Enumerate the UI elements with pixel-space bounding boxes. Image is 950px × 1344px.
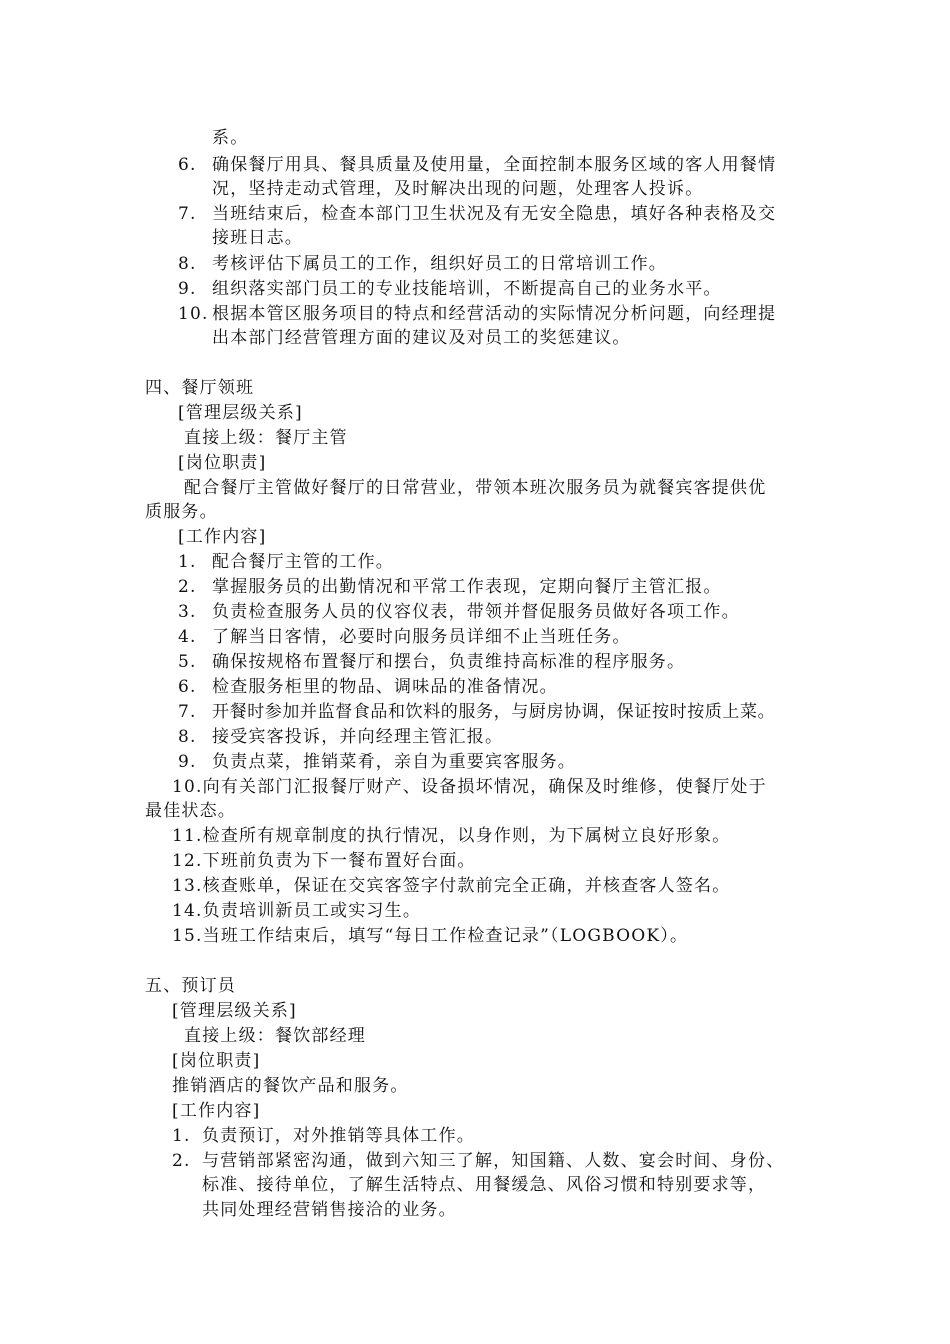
direct-superior: 直接上级：餐厅主管 <box>184 428 348 448</box>
list-item-number: 2. <box>172 1151 191 1171</box>
duty-text: 质服务。 <box>145 502 218 522</box>
list-item-number: 9. <box>178 752 197 772</box>
list-item-text: 与营销部紧密沟通，做到六知三了解，知国籍、人数、宴会时间、身份、 <box>202 1151 785 1171</box>
list-item-number: 5. <box>178 652 197 672</box>
list-item-number: 2. <box>178 577 197 597</box>
list-item-number: 6. <box>178 677 197 697</box>
subsection-header: [工作内容] <box>178 527 267 547</box>
list-item-text: 确保按规格布置餐厅和摆台，负责维持高标准的程序服务。 <box>212 652 686 672</box>
list-item-text: 况，坚持走动式管理，及时解决出现的问题，处理客人投诉。 <box>212 179 704 199</box>
subsection-header: [工作内容] <box>172 1101 261 1121</box>
list-item-number: 3. <box>178 602 197 622</box>
list-item-text: 最佳状态。 <box>145 801 236 821</box>
list-item-text: 接受宾客投诉，并向经理主管汇报。 <box>212 727 504 747</box>
list-item-text: 根据本管区服务项目的特点和经营活动的实际情况分析问题，向经理提 <box>212 304 777 324</box>
list-item-number: 4. <box>178 627 197 647</box>
list-item-text: 检查服务柜里的物品、调味品的准备情况。 <box>212 677 558 697</box>
list-item-text: 当班结束后，检查本部门卫生状况及有无安全隐患，填好各种表格及交 <box>212 204 777 224</box>
list-item-number: 1. <box>178 552 197 572</box>
list-item-text: 标准、接待单位，了解生活特点、用餐缓急、风俗习惯和特别要求等， <box>202 1175 767 1195</box>
list-item-text: 了解当日客情，必要时向服务员详细不止当班任务。 <box>212 627 631 647</box>
list-item-text: 确保餐厅用具、餐具质量及使用量，全面控制本服务区域的客人用餐情 <box>212 155 777 175</box>
list-item-text: 接班日志。 <box>212 228 303 248</box>
subsection-header: [管理层级关系] <box>178 403 303 423</box>
duty-text: 推销酒店的餐饮产品和服务。 <box>172 1076 409 1096</box>
list-item-number: 7. <box>178 702 197 722</box>
list-item-text: 14.负责培训新员工或实习生。 <box>172 901 422 921</box>
list-item-text: 13.核查账单，保证在交宾客签字付款前完全正确，并核查客人签名。 <box>172 876 731 896</box>
list-item-number: 1. <box>172 1126 191 1146</box>
list-item-text: 掌握服务员的出勤情况和平常工作表现，定期向餐厅主管汇报。 <box>212 577 722 597</box>
list-item-text: 15.当班工作结束后，填写“每日工作检查记录”（LOGBOOK）。 <box>172 926 689 946</box>
subsection-header: [岗位职责] <box>172 1051 261 1071</box>
section-title: 五、预订员 <box>145 976 236 996</box>
direct-superior: 直接上级：餐饮部经理 <box>184 1026 366 1046</box>
list-item-number: 6. <box>178 155 197 175</box>
list-item-text: 考核评估下属员工的工作，组织好员工的日常培训工作。 <box>212 254 667 274</box>
list-item-text: 开餐时参加并监督食品和饮料的服务，与厨房协调，保证按时按质上菜。 <box>212 702 776 722</box>
list-item-number: 8. <box>178 727 197 747</box>
list-item-number: 9. <box>178 279 197 299</box>
subsection-header: [岗位职责] <box>178 453 267 473</box>
list-item-text: 11.检查所有规章制度的执行情况，以身作则，为下属树立良好形象。 <box>172 826 731 846</box>
list-item-text: 12.下班前负责为下一餐布置好台面。 <box>172 851 476 871</box>
list-item-number: 10. <box>178 304 209 324</box>
subsection-header: [管理层级关系] <box>172 1001 297 1021</box>
list-item-text: 负责检查服务人员的仪容仪表，带领并督促服务员做好各项工作。 <box>212 602 740 622</box>
duty-text: 配合餐厅主管做好餐厅的日常营业，带领本班次服务员为就餐宾客提供优 <box>184 478 767 498</box>
list-item-text: 出本部门经营管理方面的建议及对员工的奖惩建议。 <box>212 328 631 348</box>
list-item-number: 8. <box>178 254 197 274</box>
list-item-text: 10.向有关部门汇报餐厅财产、设备损坏情况，确保及时维修，使餐厅处于 <box>172 777 767 797</box>
item-continuation: 系。 <box>212 128 249 148</box>
list-item-text: 配合餐厅主管的工作。 <box>212 552 394 572</box>
list-item-text: 负责预订，对外推销等具体工作。 <box>202 1126 475 1146</box>
list-item-number: 7. <box>178 204 197 224</box>
list-item-text: 组织落实部门员工的专业技能培训，不断提高自己的业务水平。 <box>212 279 722 299</box>
list-item-text: 负责点菜，推销菜肴，亲自为重要宾客服务。 <box>212 752 576 772</box>
list-item-text: 共同处理经营销售接洽的业务。 <box>202 1200 457 1220</box>
section-title: 四、餐厅领班 <box>145 378 255 398</box>
